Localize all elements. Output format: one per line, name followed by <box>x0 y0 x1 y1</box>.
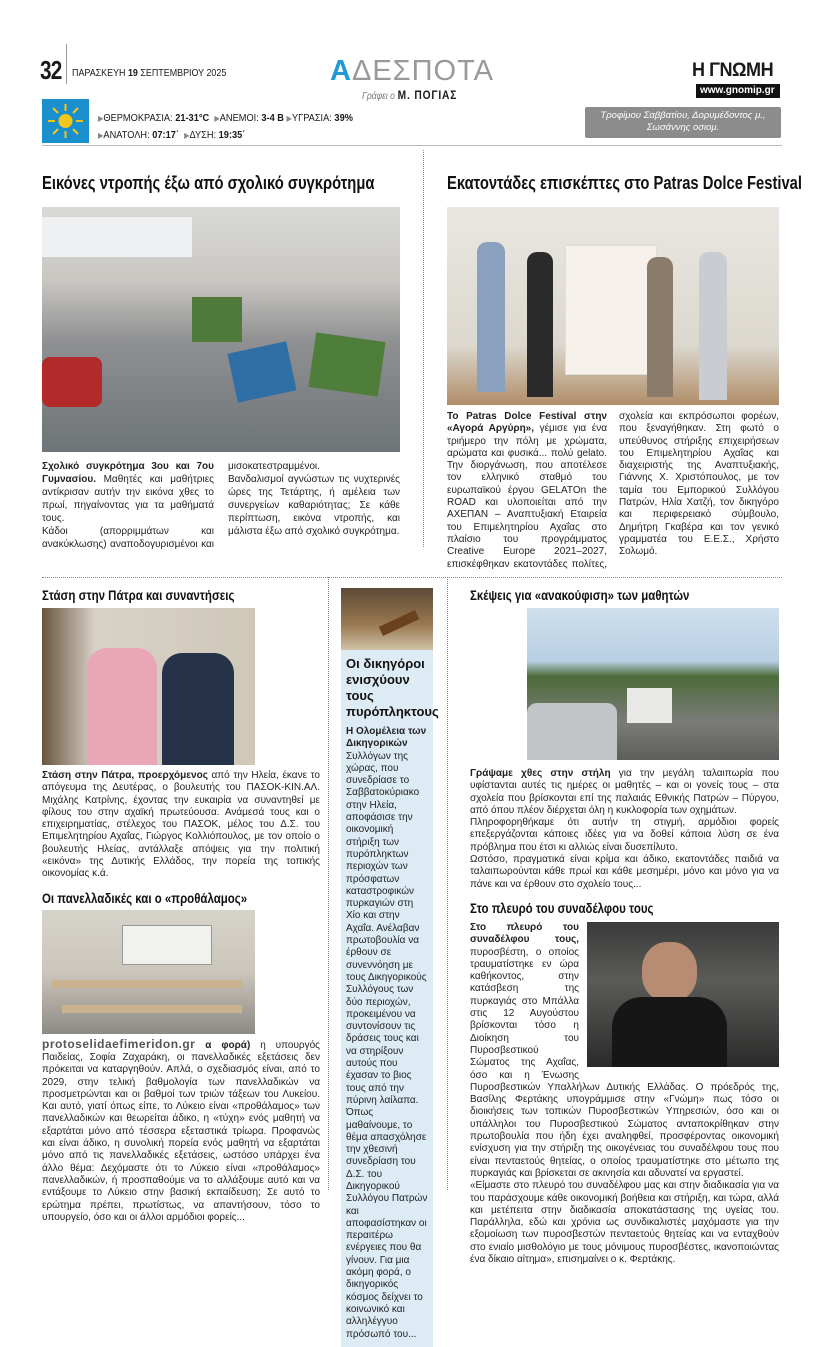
festival-headline: Εκατοντάδες επισκέπτες στο Patras Dolce Festival <box>447 173 802 193</box>
relief-text: Γράψαμε χθες στην στήλη για την μεγάλη ταλαιπωρία που υφίστανται αυτές τις ημέρες οι μαθητές – και οι γονείς τους – στα σχολεία που βρίσκονται επί της παλαιάς Εθνικής Πατρών – Πύργου, από όπου πλέον διέρχεται όλη η κυκλοφορία των οχημάτων. Πληροφορηθήκαμε ότι αυτήν τη στιγμή, αρμόδιοι φορείς επεξεργάζονται κάποιες ιδέες για να δοθεί κάποια λύση σε ένα πρόβλημα που έτσι κι αλλιώς είναι δυσεπίλυτο. Ωστόσο, πραγματικά είναι κρίμα και άδικο, εκατοντάδες παιδιά να ταλαιπωρούνται κάθε πρωί και κάθε μεσημέρι, μόνο και μόνο για να πάνε και να έρθουν στο σχολείο τους... <box>470 768 779 890</box>
sun-icon <box>42 99 89 143</box>
relief-headline: Σκέψεις για «ανακούφιση» των μαθητών <box>470 587 690 603</box>
lawyers-text: Η Ολομέλεια των Δικηγορικών Συλλόγων της χώρας, που συνεδρίασε το Σαββατοκύριακο στην Ηλεία, αποφάσισε την οικονομική στήριξη των πυρόπληκτων περιοχών των πρόσφατων καταστροφικών πυρκαγιών στη Χίο και στην Αχαΐα. Ανέλαβαν πρωτοβουλία να έρθουν σε συνεννόηση με τους Δικηγορικούς Συλλόγους των δύο περιοχών, προκειμένου να συντονίσουν τις δράσεις τους και να στηρίξουν αυτούς που έχασαν το βιος τους από την πύρινη λαίλαπα. Όπως μαθαίνουμε, το θέμα απασχόλησε την χθεσινή συνεδρίαση του Δ.Σ. του Δικηγορικού Συλλόγου Πατρών και αποφασίστηκαν οι περαιτέρω ενέργειες που θα γίνουν. Για μια ακόμη φορά, ο δικηγορικός κόσμος δείχνει το κοινωνικό και αλληλέγγυο πρόσωπό του... <box>346 726 428 1340</box>
stop-text: Στάση στην Πάτρα, προερχόμενος από την Ηλεία, έκανε το απόγευμα της Δευτέρας, ο βουλευτής του ΠΑΣΟΚ-ΚΙΝ.ΑΛ. Μιχάλης Κατρίνης, έχοντας την ευκαιρία να συναντηθεί με φίλους του στην αχαϊκή πρωτεύουσα. Ανάμεσά τους και ο επιχειρηματίας, στέλεχος του ΠΑΣΟΚ, μέλος του Δ.Σ. του Επιμελητηρίου Αχαΐας, Γιώργος Κολλιόπουλος, με τον οποίο ο βουλευτής Ηλείας, αντάλλαξε απόψεις για την πολιτική «εικόνα» της Δυτικής Ελλάδος, την πορεία της τοπικής οικονομίας κ.ά. <box>42 770 320 880</box>
gavel-photo <box>341 588 433 650</box>
page-number: 32 <box>40 55 62 85</box>
school-article <box>42 172 400 551</box>
school-caption: Σχολικό συγκρότημα 3ου και 7ου Γυμνασίου. Μαθητές και μαθήτριες αντίκρισαν αυτήν την εικόνα χθες το πρωί, πηγαίνοντας για τα μαθήματά τους. Κάδοι (απορριμμάτων και ανακύκλωσης) αναποδογυρισμένοι και μισοκατεστραμμένοι. Βανδαλισμοί αγνώστων τις νυχτερινές ώρες της Τετάρτης, ή αμέλεια των συνεργείων καθαριότητας; Σε κάθε περίπτωση, εικόνα ντροπής, και μάλιστα έξω από σχολικό συγκρότημα. <box>42 461 400 550</box>
exams-headline: Οι πανελλαδικές και ο «προθάλαμος» <box>42 889 248 906</box>
firefighter-headline: Στο πλευρό του συναδέλφου τους <box>470 899 654 916</box>
issue-date: ΠΑΡΑΣΚΕΥΗ 19 ΣΕΠΤΕΜΒΡΙΟΥ 2025 <box>72 67 227 79</box>
saints-of-day: Τροφίμου Σαββατίου, Δορυμέδοντος μ., Σωσάννης οσιομ. <box>585 107 781 138</box>
lawyers-column <box>341 588 439 1347</box>
exams-text: protoselidaefimeridon.gr α φορά) η υπουργός Παιδείας, Σοφία Ζαχαράκη, οι πανελλαδικές εξετάσεις δεν πρόκειται να καταργηθούν. Απλά, ο σχεδιασμός είναι, από το 2029, στην τελική βαθμολογία των πανελλαδικών να προσμετρώνται και οι βαθμοί των τριών τάξεων του Λυκείου. Και αυτό, γιατί όπως είπε, το Λύκειο είναι «προθάλαμος» των πανελλαδικών και θεωρείται άδικο, η «τύχη» ενός μαθητή να εξαρτάται μόνο από τέσσερα εξεταστικά τρίωρα. Προφανώς και είναι άδικο, η συνολική πορεία ενός μαθητή να εξαρτάται μόνο από τις πανελλαδικές εξετάσεις, ωστόσο υπάρχει ένα άλλο θέμα: Δεχόμαστε ότι το Λύκειο είναι «προθάλαμος» πανελλαδικών, ή προσπαθούμε να το αλλάξουμε αυτό και να εντάξουμε το Λύκειο στην βασική εκπαίδευση; Σε αυτό το ερώτημα πρέπει, πρωτίστως, να απαντήσουν, τόσο το υπουργείο, όσο και οι άλλοι αρμόδιοι φορείς... <box>42 1036 320 1223</box>
newspaper-logo: Η ΓΝΩΜΗ <box>692 60 774 81</box>
section-title: ΑΔΕΣΠΟΤΑ <box>330 55 494 87</box>
section-divider <box>42 577 782 578</box>
festival-photo <box>447 207 779 405</box>
left-column <box>42 586 320 1224</box>
lawyers-headline: Οι δικηγόροι ενισχύουν τους πυρόπληκτους <box>346 656 439 719</box>
column-divider <box>423 150 424 547</box>
mp-meeting-photo <box>42 608 255 765</box>
column-divider <box>328 577 329 1190</box>
website-url[interactable]: www.gnomip.gr <box>696 84 780 98</box>
right-column <box>470 586 779 1266</box>
festival-caption: Το Patras Dolce Festival στην «Αγορά Αργύρη», γέμισε για ένα τριήμερο την πόλη με χρώματα, αρώματα και φυσικά... πολύ gelato. Την διοργάνωση, που αποτέλεσε τον ελληνικό σταθμό του ευρωπαϊκού έργου GELATOn the ROAD και υλοποιείται από την ΑΧΕΠΑΝ – Αναπτυξιακή Εταιρεία του Επιμελητηρίου Αχαΐας στο πλαίσιο του προγράμματος Creative Europe 2021–2027, επισκέφθηκαν εκατοντάδες πολίτες, σχολεία και εκπρόσωποι φορέων, που ξεναγήθηκαν. Στη φωτό ο υπεύθυνος στήριξης επιχειρήσεων του Επιμελητηρίου Αχαΐας και διαχειριστής της Αναπτυξιακής, Γιάννης Χ. Χριστόπουλος, με τον ταμία του Εμπορικού Συλλόγου Πατρών, Ηλία Χατζή, τον δικηγόρο και περιφερειακό σύμβουλο, Δημήτρη Γκαβέρα και τον γενικό γραμματέα του Ε.Ε.Σ., Χρήστο Σολωμό. <box>447 411 779 570</box>
firefighter-photo <box>587 922 779 1067</box>
header-divider <box>66 44 67 84</box>
road-traffic-photo <box>527 608 779 760</box>
stop-headline: Στάση στην Πάτρα και συναντήσεις <box>42 587 235 603</box>
school-headline: Εικόνες ντροπής έξω από σχολικό συγκρότημα <box>42 173 375 193</box>
firefighter-text: Στο πλευρό του συναδέλφου τους, πυροσβέστη, ο οποίος τραυματίστηκε εν ώρα καθήκοντος, στην κατάσβεση της πυρκαγιάς στο Μπάλλα στις 12 Αυγούστου βρίσκονται τόσο η Διοίκηση του Πυροσβεστικού Σώματος της Αχαΐας, όσο και η Ένωσης Πυροσβεστικών Υπαλλήλων Δυτικής Ελλάδας. Ο πρόεδρός της, Βασίλης Φερτάκης υπογράμμισε στην «Γνώμη» πως τόσο οι διοικήσεις των τοπικών Πυροσβεστικών Υπηρεσιών, όσο και οι υπάλληλοι του Πυροσβεστικού Σώματος ανταποκρίθηκαν στην πρωτοβουλία που ήδη έχει αναληφθεί, προσφέροντας οικονομική ενίσχυση για την στήριξη της οικογένειας του συναδέλφου τους που είναι πενταετούς θητείας, ο οποίος τραυματίστηκε στο μέτωπο της πυρκαγιάς και βρίσκεται σε ακινησία και αδυνατεί να εργαστεί. «Είμαστε στο πλευρό του συναδέλφου μας και στην διαδικασία για να του παράσχουμε κάθε οικονομική βοήθεια και στήριξη, και τώρα, αλλά και μετέπειτα στην διαδικασία αποκατάστασης της υγείας του. Παράλληλα, εδώ και χρόνια ως συνδικαλιστές μαχόμαστε για την εξομοίωση των πυροσβεστών πενταετούς θητείας και να ενταχθούν στο ενιαίο μισθολόγιο με τους μόνιμους πυροσβέστες, ικανοποιώντας ένα δίκαιο αίτημα», επισημαίνει ο κ. Φερτάκης. <box>470 921 779 1265</box>
watermark: protoselidaefimeridon.gr <box>42 1036 196 1051</box>
exam-classroom-photo <box>42 910 255 1034</box>
weather-info: ▶ΘΕΡΜΟΚΡΑΣΙΑ: 21-31°C ▶ΑΝΕΜΟΙ: 3-4 Β ▶ΥΓΡΑΣΙΑ: 39% ▶ΑΝΑΤΟΛΗ: 07:17΄ ▶ΔΥΣΗ: 19:35΄ <box>98 112 353 141</box>
header-rule <box>42 145 782 146</box>
lawyers-sidebar <box>341 650 439 1347</box>
festival-article <box>447 172 802 571</box>
byline: Γράφει ο Μ. ΠΟΓΙΑΣ <box>362 88 458 102</box>
school-bins-photo <box>42 207 400 452</box>
column-divider <box>447 577 448 1190</box>
